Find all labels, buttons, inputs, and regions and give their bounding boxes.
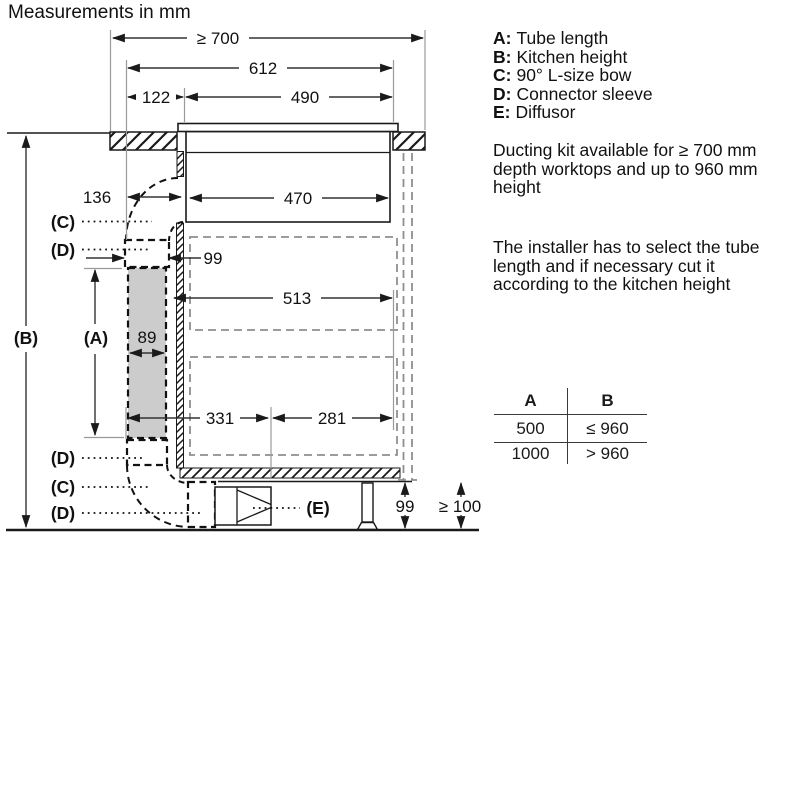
table-cell-a1: 500: [494, 415, 568, 443]
legend-item-connector-sleeve: [493, 85, 793, 104]
dim-label-cabinet-inner-width: 513: [282, 289, 312, 308]
dim-label-sleeve-width: 99: [203, 249, 223, 268]
table-header-a: A: [494, 388, 568, 415]
callout-kitchen-height: (B): [13, 328, 39, 348]
legend-key: A:: [493, 28, 512, 48]
worktop-left-section: [110, 132, 177, 150]
dim-label-hob-width: 490: [290, 88, 320, 107]
dim-label-rear-width: 281: [317, 409, 347, 428]
legend-label: 90° L-size bow: [516, 65, 632, 86]
legend-key: C:: [493, 65, 512, 86]
dim-label-diffusor-offset: 331: [205, 409, 235, 428]
legend-label: Diffusor: [515, 102, 576, 123]
dim-label-body-width: 470: [283, 189, 313, 208]
dim-label-left-offset: 122: [141, 88, 171, 107]
legend-item-kitchen-height: [493, 48, 793, 67]
dim-label-cutout-width: 612: [248, 59, 278, 78]
callout-sleeve-horizontal: (D): [50, 503, 76, 523]
hob-body: [186, 132, 390, 223]
callout-sleeve-upper: (D): [50, 240, 76, 260]
dim-label-tube-width: 89: [137, 328, 157, 347]
callout-diffusor: (E): [306, 498, 330, 518]
legend-item-diffusor: [493, 103, 793, 122]
page-title: Measurements in mm: [8, 2, 191, 23]
adjustable-foot: [358, 483, 378, 530]
cabinet-left-wall: [177, 223, 184, 468]
dim-label-worktop-depth: ≥ 700: [196, 29, 240, 48]
connector-sleeve-upper: [125, 240, 169, 267]
callout-bow-upper: (C): [50, 212, 76, 232]
foot-stem: [362, 483, 373, 522]
table-cell-b2: > 960: [585, 443, 629, 463]
cabinet-drawer-outline-lower: [190, 357, 397, 455]
connector-sleeve-lower-vertical: [127, 440, 167, 465]
worktop-right-section: [393, 132, 425, 150]
legend-item-tube-length: [493, 29, 793, 48]
legend-label: Connector sleeve: [516, 83, 653, 104]
tube-length-table: [494, 388, 647, 464]
dim-label-plinth-height: 99: [395, 497, 415, 516]
note-installer: The installer has to select the tube length and if necessary cut it according to the kitchen height: [493, 237, 760, 295]
legend-item-l-size-bow: [493, 66, 793, 85]
legend-label: Tube length: [516, 28, 609, 48]
table-header-b: B: [568, 388, 647, 415]
legend-key: E:: [493, 102, 511, 123]
legend-key: D:: [493, 83, 512, 104]
hob-glass-top: [178, 124, 398, 132]
cabinet-bottom-board: [180, 468, 400, 478]
callout-sleeve-lower: (D): [50, 448, 76, 468]
callout-tube-length: (A): [83, 328, 109, 348]
note-ducting-kit: Ducting kit available for ≥ 700 mm depth worktops and up to 960 mm height: [493, 140, 758, 198]
legend-key: B:: [493, 46, 512, 67]
foot-base: [358, 523, 378, 530]
downdraft-inlet-duct: [177, 152, 184, 177]
legend-label: Kitchen height: [516, 46, 628, 67]
dim-label-floor-clearance: ≥ 100: [438, 497, 482, 516]
table-cell-a2: 1000: [494, 443, 568, 464]
diffusor: [215, 487, 271, 525]
dim-label-bow-offset: 136: [82, 188, 112, 207]
callout-bow-lower: (C): [50, 477, 76, 497]
legend: [493, 29, 793, 122]
connector-sleeve-lower-horizontal: [188, 482, 215, 527]
table-cell-b1: ≤ 960: [568, 415, 647, 443]
